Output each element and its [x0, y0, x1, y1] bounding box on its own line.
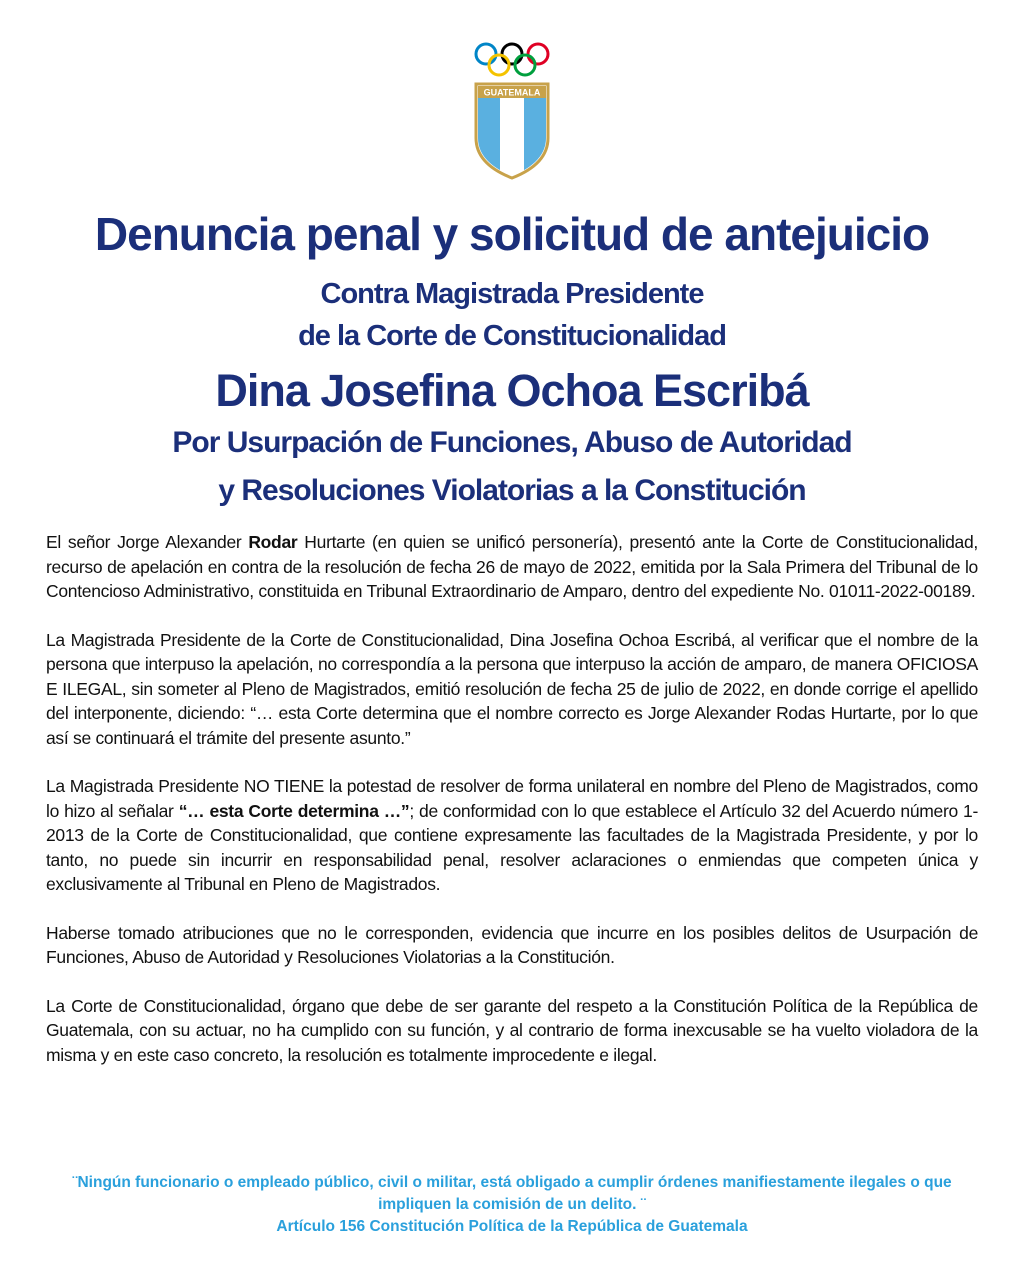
paragraph-5: La Corte de Constitucionalidad, órgano que debe de ser garante del respeto a la Constitución Política de la República de Guatemala, con su actuar, no ha cumplido con su función, y al contrario de forma inexcusable se ha vuelto violadora de la misma y en este caso concreto, la resolución es totalmente improcedente e ilegal. — [46, 995, 978, 1065]
document-body — [46, 530, 978, 1067]
charges-line-2: y Resoluciones Violatorias a la Constitución — [218, 474, 806, 507]
emblem-label: GUATEMALA — [483, 87, 541, 98]
charges-line-1: Por Usurpación de Funciones, Abuso de Autoridad — [172, 426, 852, 459]
highlighted-quote: “… esta Corte determina …” — [178, 800, 410, 821]
accused-name: Dina Josefina Ochoa Escribá — [215, 365, 809, 416]
subtitle-line-2: de la Corte de Constitucionalidad — [298, 320, 726, 352]
olympic-rings-icon — [476, 44, 548, 75]
quote-text: ¨Ningún funcionario o empleado público, civil o militar, está obligado a cumplir órdenes manifiestamente ilegales o que impliquen la comisión de un delito. ¨ — [72, 1174, 952, 1213]
subtitle-line-1: Contra Magistrada Presidente — [320, 278, 704, 310]
paragraph-4: Haberse tomado atribuciones que no le corresponden, evidencia que incurre en los posibles delitos de Usurpación de Funciones, Abuso de Autoridad y Resoluciones Violatorias a la Constitución. — [46, 922, 978, 967]
guatemala-olympic-emblem — [470, 40, 554, 180]
paragraph-1: El señor Jorge Alexander Rodar Hurtarte (en quien se unificó personería), presentó ante la Corte de Constitucionalidad, recurso de apelación en contra de la resolución de fecha 26 de mayo de 2022, emitida por la Sala Primera del Tribunal de lo Contencioso Administrativo, constituida en Tribunal Extraordinario de Amparo, dentro del expediente No. 01011-2022-00189. — [46, 532, 978, 601]
paragraph-3: La Magistrada Presidente NO TIENE la potestad de resolver de forma unilateral en nombre del Pleno de Magistrados, como lo hizo al señalar “… esta Corte determina …”; de conformidad con lo que establece el Artículo 32 del Acuerdo número 1-2013 de la Corte de Constitucionalidad, que contiene expresamente las facultades de la Magistrada Presidente, y por lo tanto, no puede sin incurrir en responsabilidad penal, resolver aclaraciones o enmiendas que competen única y exclusivamente al Tribunal en Pleno de Magistrados. — [46, 776, 978, 894]
page-title: Denuncia penal y solicitud de antejuicio — [94, 208, 930, 260]
quote-citation: Artículo 156 Constitución Política de la República de Guatemala — [276, 1218, 748, 1235]
guatemala-shield-icon — [476, 84, 548, 178]
paragraph-2: La Magistrada Presidente de la Corte de Constitucionalidad, Dina Josefina Ochoa Escribá, al verificar que el nombre de la persona que interpuso la apelación, no correspondía a la persona que interpuso la acción de amparo, de manera OFICIOSA E ILEGAL, sin someter al Pleno de Magistrados, emitió resolución de fecha 25 de julio de 2022, en donde corrige el apellido del interponente, diciendo: “… esta Corte determina que el nombre correcto es Jorge Alexander Rodas Hurtarte, por lo que así se continuará el trámite del presente asunto.” — [46, 629, 978, 748]
highlighted-surname: Rodar — [248, 532, 298, 552]
constitution-quote — [40, 1172, 984, 1238]
